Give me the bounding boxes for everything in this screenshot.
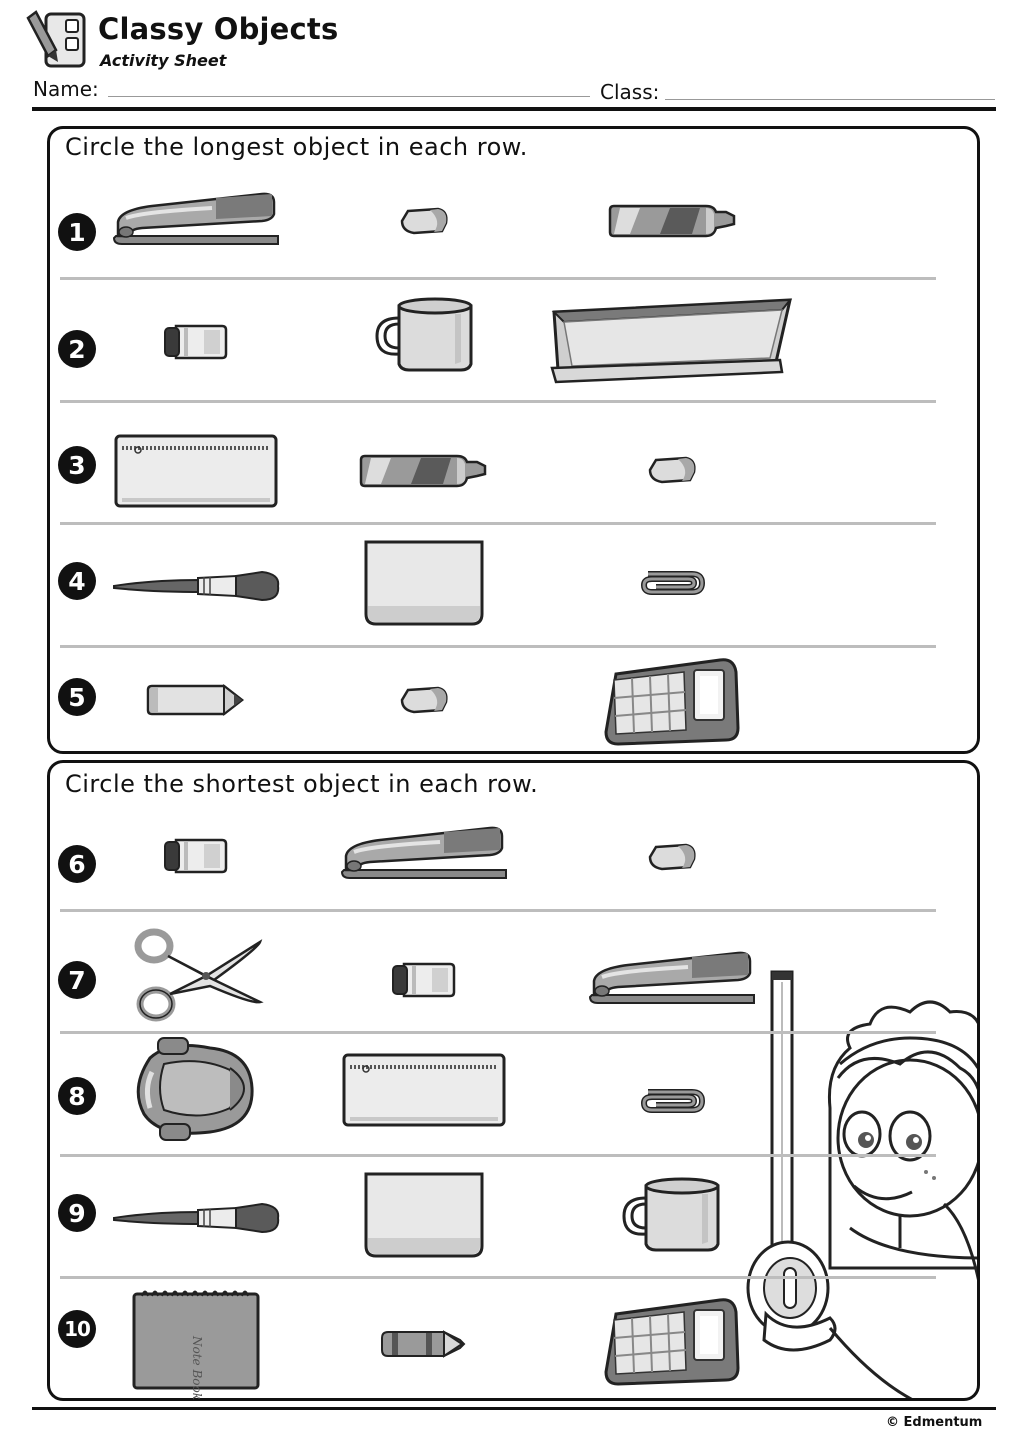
row-divider: [60, 909, 936, 912]
sticky-note-icon[interactable]: [364, 540, 484, 628]
calculator-icon[interactable]: [604, 658, 740, 748]
eraser-icon[interactable]: [648, 456, 698, 486]
glue-stick-icon[interactable]: [164, 324, 230, 362]
highlighter-icon[interactable]: [361, 452, 487, 490]
paper-clip-icon[interactable]: [638, 570, 706, 596]
row-number: 5: [58, 678, 96, 716]
pencil-case-icon[interactable]: [342, 1053, 508, 1129]
highlighter-icon[interactable]: [610, 202, 736, 240]
scissors-icon[interactable]: [134, 928, 262, 1024]
notebook-label: Note Book: [190, 1336, 204, 1401]
backpack-icon[interactable]: [130, 1038, 260, 1142]
name-field[interactable]: [108, 96, 590, 97]
row-divider: [60, 1154, 936, 1157]
eraser-icon[interactable]: [400, 207, 450, 237]
section-2-instruction: Circle the shortest object in each row.: [65, 770, 539, 798]
eraser-icon[interactable]: [648, 843, 698, 873]
footer-divider: [32, 1407, 996, 1410]
class-label: Class:: [600, 80, 660, 104]
logo-icon: [26, 10, 88, 72]
stapler-icon[interactable]: [588, 951, 758, 1009]
sticky-note-icon[interactable]: [364, 1172, 484, 1260]
eraser-icon[interactable]: [400, 686, 450, 716]
mug-icon[interactable]: [622, 1178, 722, 1254]
section-1-instruction: Circle the longest object in each row.: [65, 133, 528, 161]
row-number: 6: [58, 845, 96, 883]
row-divider: [60, 1031, 936, 1034]
row-number: 3: [58, 446, 96, 484]
notebook-icon[interactable]: [132, 1286, 260, 1401]
row-divider: [60, 522, 936, 525]
row-divider: [60, 277, 936, 280]
row-divider: [60, 1276, 936, 1279]
paper-clip-icon[interactable]: [638, 1088, 706, 1114]
page-title: Classy Objects: [98, 12, 339, 46]
row-number: 4: [58, 562, 96, 600]
tray-icon[interactable]: [550, 298, 794, 386]
row-number: 7: [58, 961, 96, 999]
mug-icon[interactable]: [375, 298, 475, 374]
paintbrush-icon[interactable]: [112, 1202, 282, 1236]
row-number: 9: [58, 1194, 96, 1232]
calculator-icon[interactable]: [604, 1298, 740, 1388]
stapler-icon[interactable]: [112, 192, 282, 250]
row-divider: [60, 400, 936, 403]
row-number: 1: [58, 213, 96, 251]
crayon-icon[interactable]: [382, 1328, 466, 1360]
row-divider: [60, 645, 936, 648]
glue-stick-icon[interactable]: [392, 962, 458, 1000]
copyright-text: © Edmentum: [886, 1415, 983, 1430]
stapler-icon[interactable]: [340, 826, 510, 884]
pencil-icon[interactable]: [148, 684, 244, 718]
row-number: 8: [58, 1077, 96, 1115]
pencil-case-icon[interactable]: [114, 434, 280, 510]
class-field[interactable]: [665, 99, 995, 100]
page-subtitle: Activity Sheet: [100, 51, 227, 70]
paintbrush-icon[interactable]: [112, 570, 282, 604]
header-divider: [32, 107, 996, 111]
row-number: 10: [58, 1310, 96, 1348]
glue-stick-icon[interactable]: [164, 838, 230, 876]
name-label: Name:: [33, 77, 99, 101]
row-number: 2: [58, 330, 96, 368]
